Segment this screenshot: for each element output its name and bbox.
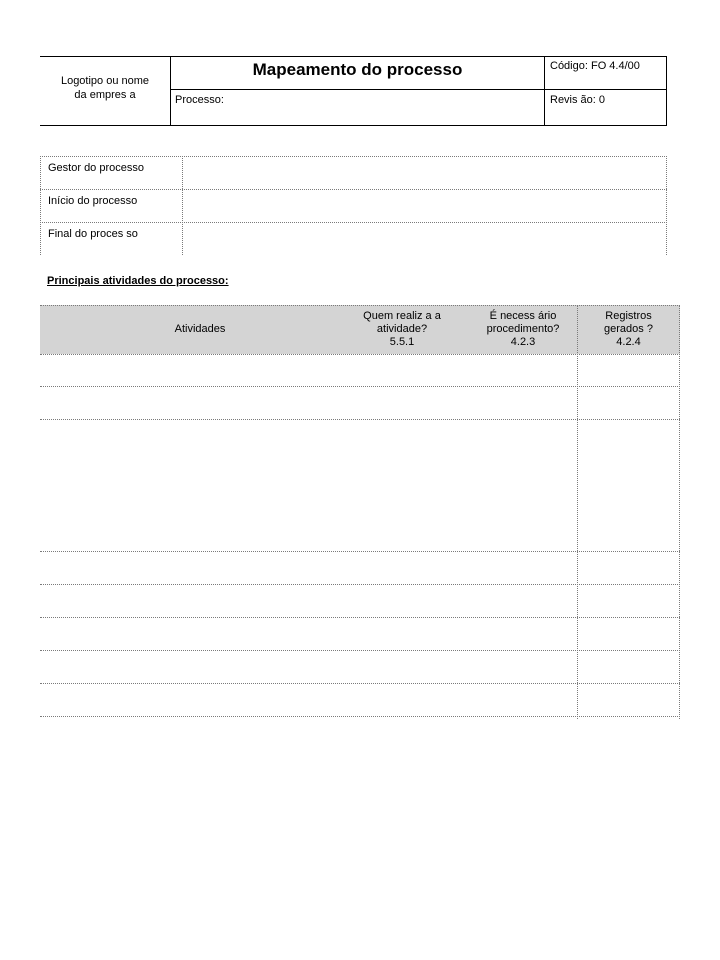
column-header-label: Atividades [174,323,226,335]
column-header-label: É necess ário [489,310,557,322]
activities-table [40,305,680,719]
table-row[interactable] [40,618,576,650]
header-right-border [666,57,667,125]
table-row[interactable] [40,651,576,683]
column-header-activities [40,305,360,354]
table-header [40,305,680,354]
column-header-label: 4.2.4 [616,336,641,348]
column-header-label: Quem realiz a a [363,310,441,322]
table-row[interactable] [40,585,576,617]
logo-line-2: da empres a [74,89,136,101]
header-divider [170,89,667,90]
process-info-table [40,156,667,255]
table-row[interactable] [40,420,576,551]
records-cell[interactable] [578,651,678,683]
process-label: Processo: [175,94,224,106]
info-label-final: Final do proces so [48,228,138,240]
column-header-procedure [468,305,578,354]
records-cell[interactable] [578,684,678,716]
document-code: Código: FO 4.4/00 [550,60,640,72]
info-label-gestor: Gestor do processo [48,162,144,174]
column-header-records [577,305,680,354]
table-row[interactable] [40,387,576,419]
table-row[interactable] [40,684,576,716]
column-header-label: gerados ? [604,323,653,335]
records-cell[interactable] [578,355,678,386]
section-title: Principais atividades do processo: [47,275,229,287]
records-cell[interactable] [578,387,678,419]
column-header-label: 5.5.1 [389,336,415,348]
column-header-label: atividade? [376,323,428,335]
company-logo-placeholder [40,74,170,102]
inicio-field[interactable] [186,191,664,221]
column-header-who [342,305,462,354]
records-cell[interactable] [578,585,678,617]
records-cell[interactable] [578,420,678,551]
gestor-field[interactable] [186,158,664,188]
table-row[interactable] [40,355,576,386]
table-row[interactable] [40,552,576,584]
records-cell[interactable] [578,552,678,584]
table-row [40,717,576,719]
info-label-inicio: Início do processo [48,195,138,207]
records-cell[interactable] [578,618,678,650]
column-header-label: procedimento? [486,323,560,335]
document-title: Mapeamento do processo [252,60,463,79]
column-header-label: Registros [605,310,652,322]
logo-line-1: Logotipo ou nome [60,75,150,87]
document-header [40,56,667,126]
final-field[interactable] [186,224,664,254]
revision-label: Revis ão: 0 [550,94,606,106]
column-header-label: 4.2.3 [510,336,536,348]
header-divider [544,57,545,125]
